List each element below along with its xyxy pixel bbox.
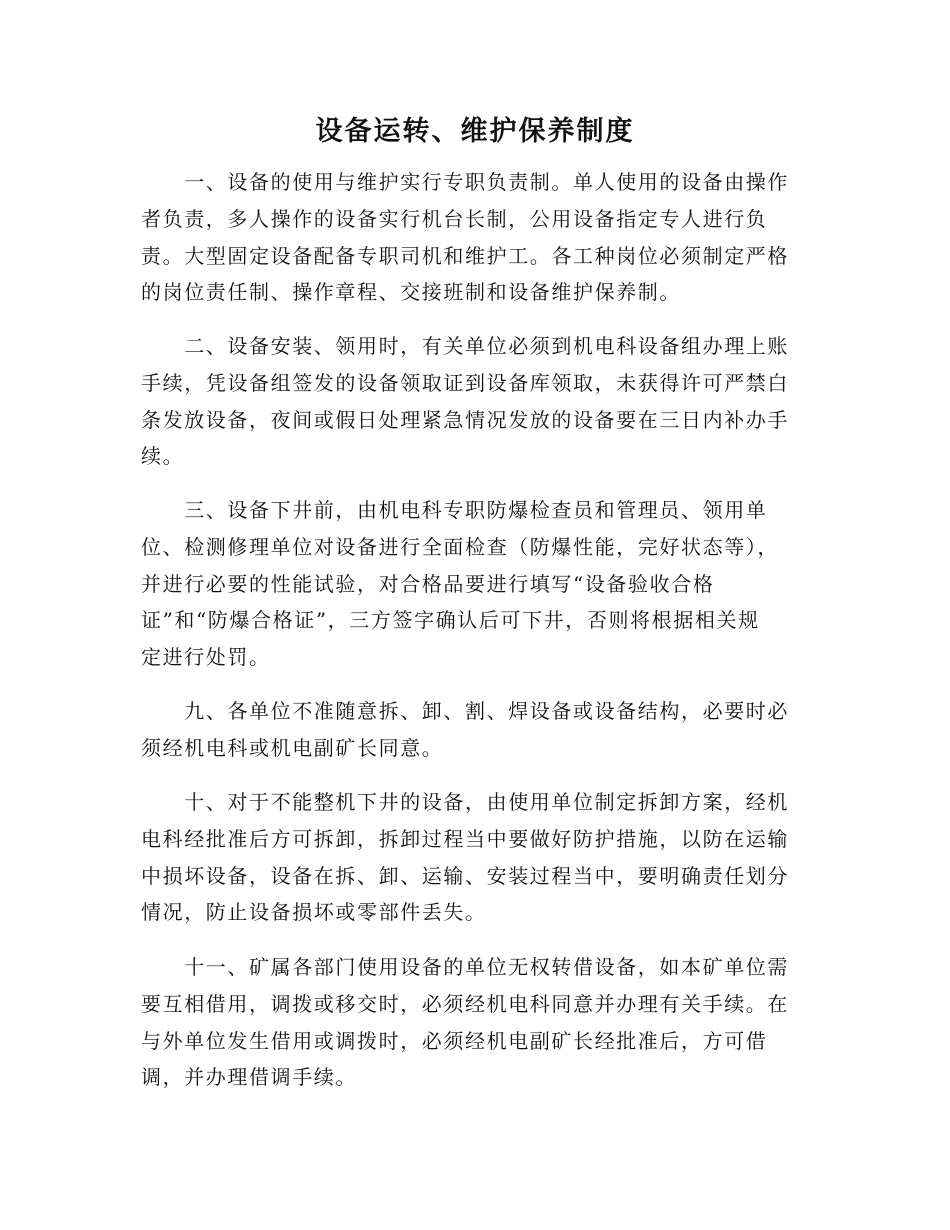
paragraph-line: 要互相借用，调拨或移交时，必须经机电科同意并办理有关手续。在 (141, 991, 789, 1016)
paragraph-line: 十一、矿属各部门使用设备的单位无权转借设备，如本矿单位需 (141, 955, 789, 979)
paragraph-line: 三、设备下井前，由机电科专职防爆检查员和管理员、领用单 (141, 498, 768, 522)
paragraph-line: 证”和“防爆合格证”，三方签字确认后可下井，否则将根据相关规 (141, 608, 760, 633)
paragraph-line: 位、检测修理单位对设备进行全面检查（防爆性能，完好状态等）， (141, 534, 779, 559)
paragraph-line: 与外单位发生借用或调拨时，必须经机电副矿长经批准后，方可借 (141, 1028, 768, 1053)
paragraph-4 (141, 693, 796, 767)
paragraph-1 (141, 164, 796, 311)
paragraph-line: 电科经批准后方可拆卸，拆卸过程当中要做好防护措施，以防在运输 (141, 826, 789, 851)
paragraph-2 (141, 328, 796, 475)
paragraph-line: 二、设备安装、领用时，有关单位必须到机电科设备组办理上账 (141, 334, 789, 358)
paragraph-5 (141, 784, 796, 931)
paragraph-line: 者负责，多人操作的设备实行机台长制，公用设备指定专人进行负 (141, 206, 768, 231)
paragraph-line: 续。 (141, 444, 185, 469)
paragraph-line: 责。大型固定设备配备专职司机和维护工。各工种岗位必须制定严格 (141, 243, 789, 268)
paragraph-line: 情况，防止设备损坏或零部件丢失。 (141, 900, 487, 925)
paragraph-line: 定进行处罚。 (141, 645, 271, 670)
paragraph-line: 一、设备的使用与维护实行专职负责制。单人使用的设备由操作 (141, 170, 789, 194)
paragraph-6 (141, 949, 796, 1096)
paragraph-line: 的岗位责任制、操作章程、交接班制和设备维护保养制。 (141, 280, 681, 305)
paragraph-line: 并进行必要的性能试验，对合格品要进行填写“设备验收合格 (141, 571, 715, 596)
paragraph-line: 中损坏设备，设备在拆、卸、运输、安装过程当中，要明确责任划分 (141, 863, 789, 888)
paragraph-line: 须经机电科或机电副矿长同意。 (141, 735, 444, 760)
paragraph-line: 十、对于不能整机下井的设备，由使用单位制定拆卸方案，经机 (141, 790, 789, 814)
paragraph-line: 手续，凭设备组签发的设备领取证到设备库领取，未获得许可严禁白 (141, 370, 789, 395)
document-title: 设备运转、维护保养制度 (315, 116, 635, 147)
paragraph-line: 九、各单位不准随意拆、卸、割、焊设备或设备结构，必要时必 (141, 699, 789, 723)
paragraph-3 (141, 492, 796, 676)
paragraph-line: 调，并办理借调手续。 (141, 1065, 357, 1090)
paragraph-line: 条发放设备，夜间或假日处理紧急情况发放的设备要在三日内补办手 (141, 407, 789, 432)
